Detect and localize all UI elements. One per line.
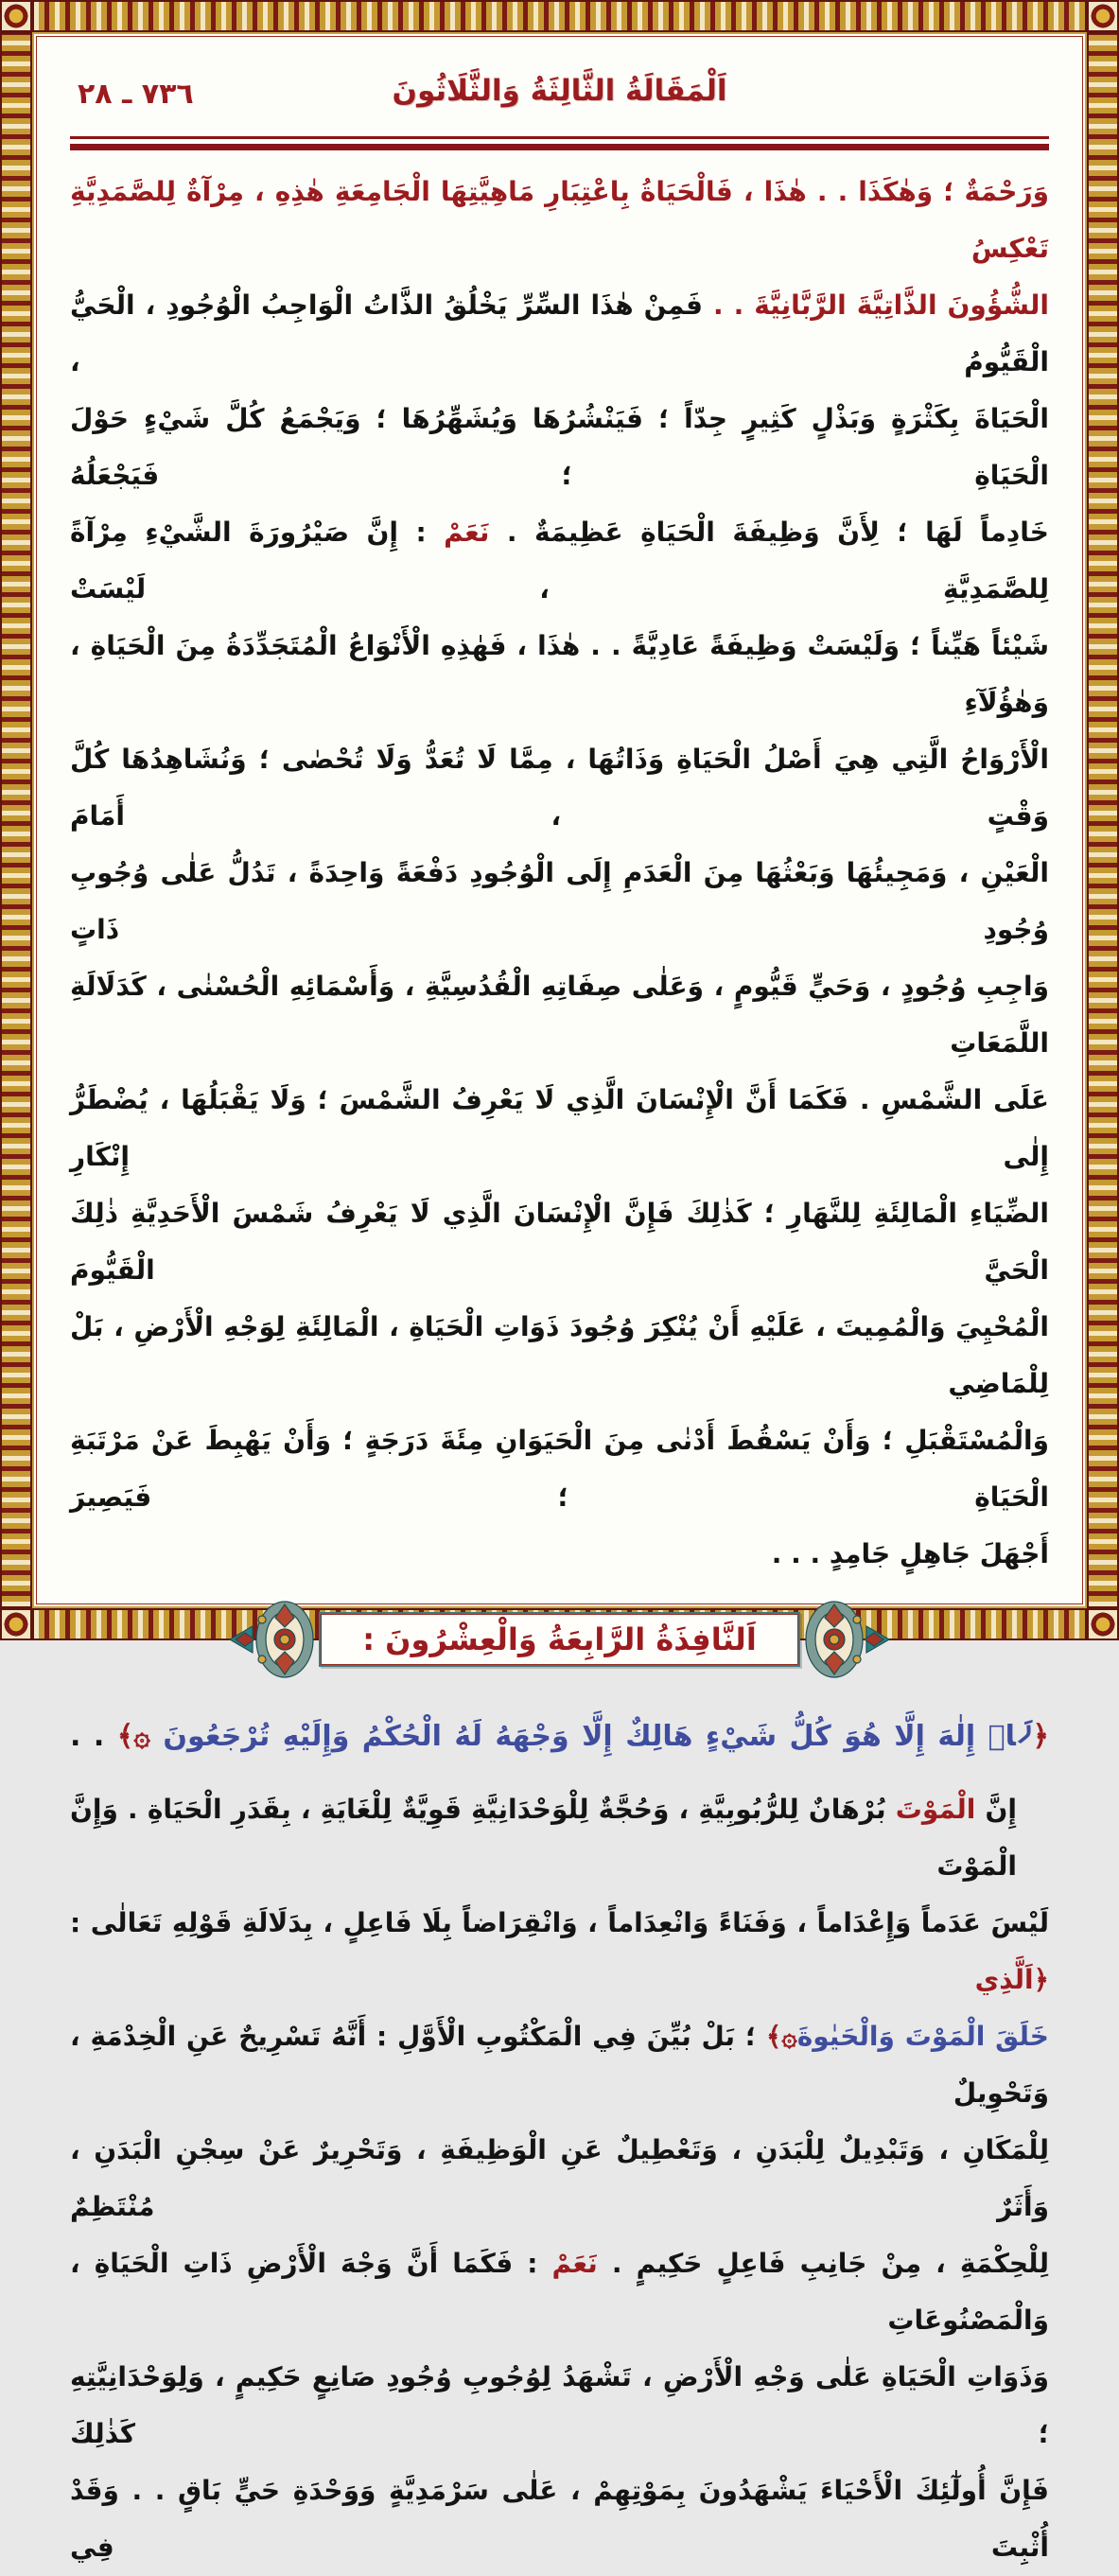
floral-ornament-icon [800, 1599, 891, 1680]
text-segment: فَإِنَّ أُولٰٓئِكَ الْأَحْيَاءَ يَشْهَدُونَ بِمَوْتِهِمْ ، عَلٰى سَرْمَدِيَّةٍ وَوَحْدَةِ حَيٍّ بَاقٍ . . وَقَدْ أُثْبِتَ فِي [70, 2475, 1049, 2563]
text-segment: وَذَوَاتِ الْحَيَاةِ عَلٰى وَجْهِ الْأَرْضِ ، تَشْهَدُ لِوُجُوبِ وُجُودِ صَانِعٍ حَكِيمٍ ، وَلِوَحْدَانِيَّتِهِ ؛ كَذٰلِكَ [70, 2361, 1049, 2449]
text-segment: الْأَرْوَاحُ الَّتِي هِيَ أَصْلُ الْحَيَاةِ وَذَاتُهَا ، مِمَّا لَا تُعَدُّ وَلَا تُحْصٰى ؛ وَنُشَاهِدُهَا كُلَّ وَقْتٍ ، أَمَامَ [70, 744, 1049, 832]
text-segment: خَادِماً لَهَا ؛ لِأَنَّ وَظِيفَةَ الْحَيَاةِ عَظِيمَةٌ . [489, 517, 1049, 548]
text-segment: ﴿اَلَّذِي [974, 1964, 1049, 1995]
text-segment: الشُّؤُونَ الذَّاتِيَّةَ الرَّبَّانِيَّةَ . . [702, 289, 1049, 321]
text-line [70, 1072, 1049, 1185]
text-segment: نَعَمْ [551, 2248, 598, 2279]
text-segment: وَاجِبِ وُجُودٍ ، وَحَيٍّ قَيُّومٍ ، وَعَلٰى صِفَاتِهِ الْقُدُسِيَّةِ ، وَأَسْمَائِهِ الْحُسْنٰى ، كَدَلَالَةِ اللَّمَعَاتِ [70, 971, 1049, 1059]
text-line [70, 391, 1049, 504]
text-segment: خَلَقَ الْمَوْتَ وَالْحَيٰوةَ [796, 2021, 1049, 2052]
page-number: ٧٣٦ ـ ٢٨ [78, 78, 194, 111]
text-line [70, 1299, 1049, 1412]
text-line [70, 958, 1049, 1072]
text-line [70, 2122, 1049, 2235]
section-title: اَلنَّافِذَةُ الرَّابِعَةُ وَالْعِشْرُونَ : [362, 1621, 757, 1657]
verse-text: لَاۤ إِلٰهَ إِلَّا هُوَ كُلُّ شَيْءٍ هَالِكٌ إِلَّا وَجْهَهُ لَهُ الْحُكْمُ وَإِلَيْهِ تُرْجَعُونَ [149, 1720, 1033, 1753]
text-line [70, 1895, 1049, 2008]
text-segment: لَيْسَ عَدَماً وَإِعْدَاماً ، وَفَنَاءً وَانْعِدَاماً ، وَانْقِرَاضاً بِلَا فَاعِلٍ ، بِدَلَالَةِ قَوْلِهِ تَعَالٰى : [70, 1907, 1049, 1938]
text-segment: أَجْهَلَ جَاهِلٍ جَامِدٍ . . . [771, 1538, 1049, 1569]
text-line [70, 2235, 1049, 2349]
text-segment: وَرَحْمَةٌ ؛ وَهٰكَذَا . . هٰذَا ، فَالْحَيَاةُ بِاعْتِبَارِ مَاهِيَّتِهَا الْجَامِعَةِ هٰذِهِ ، مِرْآةٌ لِلصَّمَدِيَّةِ تَعْكِسُ [70, 176, 1049, 264]
text-segment: وَالْمُسْتَقْبَلِ ؛ وَأَنْ يَسْقُطَ أَدْنٰى مِنَ الْحَيَوَانِ مِئَةَ دَرَجَةٍ ؛ وَأَنْ يَهْبِطَ عَنْ مَرْتَبَةِ الْحَيَاةِ ؛ فَيَصِيرَ [70, 1425, 1049, 1513]
text-line [70, 2349, 1049, 2462]
text-line [70, 277, 1049, 391]
verse-ornament: . . [70, 1720, 117, 1753]
page-title: اَلْمَقَالَةُ الثَّالِثَةُ وَالثَّلَاثُونَ [392, 74, 727, 108]
text-segment: نَعَمْ [444, 517, 490, 548]
text-line [70, 731, 1049, 845]
border-corner-icon [1087, 1608, 1119, 1640]
border-corner-icon [0, 0, 32, 32]
text-line [70, 845, 1049, 958]
text-segment: شَيْئاً هَيِّناً ؛ وَلَيْسَتْ وَظِيفَةً عَادِيَّةً . . هٰذَا ، فَهٰذِهِ الْأَنْوَاعُ الْمُتَجَدِّدَةُ مِنَ الْحَيَاةِ ، وَهٰؤُلَآءِ [70, 630, 1049, 718]
text-segment: الْمَوْتَ [895, 1794, 976, 1825]
page-header [70, 68, 1049, 127]
text-segment: ؛ بَلْ بُيِّنَ فِي الْمَكْتُوبِ الْأَوَّلِ : أَنَّهُ تَسْرِيحٌ عَنِ الْخِدْمَةِ ، وَتَحْوِيلٌ [70, 2021, 1049, 2109]
text-segment: لِلْمَكَانِ ، وَتَبْدِيلٌ لِلْبَدَنِ ، وَتَعْطِيلٌ عَنِ الْوَظِيفَةِ ، وَتَحْرِيرٌ عَنْ سِجْنِ الْبَدَنِ ، وَأَثَرٌ مُنْتَظِمٌ [70, 2134, 1049, 2222]
text-line [70, 164, 1049, 277]
floral-ornament-icon [228, 1599, 319, 1680]
body-paragraph-2 [70, 1781, 1049, 2576]
text-segment: : إِنَّ صَيْرُورَةَ الشَّيْءِ مِرْآةً لِلصَّمَدِيَّةِ ، لَيْسَتْ [70, 517, 1049, 605]
text-segment: الْحَيَاةَ بِكَثْرَةٍ وَبَذْلٍ كَثِيرٍ جِدّاً ؛ فَيَنْشُرُهَا وَيُشَهِّرُهَا ؛ وَيَجْمَعُ كُلَّ شَيْءٍ حَوْلَ الْحَيَاةِ ؛ فَيَجْعَلُهُ [70, 403, 1049, 491]
text-line [70, 1781, 1049, 1895]
text-segment: الْعَيْنِ ، وَمَجِيئُهَا وَبَعْثُهَا مِنَ الْعَدَمِ إِلَى الْوُجُودِ دَفْعَةً وَاحِدَةً ، تَدُلُّ عَلٰى وُجُوبِ وُجُودِ ذَاتٍ [70, 857, 1049, 945]
border-corner-icon [0, 1608, 32, 1640]
text-segment: فَمِنْ هٰذَا السِّرِّ يَخْلُقُ الذَّاتُ الْوَاجِبُ الْوُجُودِ ، الْحَيُّ الْقَيُّومُ ، [70, 289, 1049, 377]
page-content [38, 36, 1081, 2563]
text-segment: : فَكَمَا أَنَّ وَجْهَ الْأَرْضِ ذَاتِ الْحَيَاةِ ، وَالْمَصْنُوعَاتِ [70, 2248, 1049, 2336]
text-segment: إِنَّ [975, 1794, 1017, 1825]
border-corner-icon [1087, 0, 1119, 32]
text-segment: لِلْحِكْمَةِ ، مِنْ جَانِبِ فَاعِلٍ حَكِيمٍ . [597, 2248, 1049, 2279]
text-line [70, 1526, 1049, 1583]
verse-ornament: ۞﴾ [116, 1720, 150, 1753]
border-chain-left [0, 32, 32, 1608]
header-rule [70, 136, 1049, 150]
text-segment: ۞﴾ [765, 2021, 797, 2052]
section-title-box [319, 1612, 800, 1667]
text-segment: عَلَى الشَّمْسِ . فَكَمَا أَنَّ الْإِنْسَانَ الَّذِي لَا يَعْرِفُ الشَّمْسَ ؛ وَلَا يَقْبَلُهَا ، يُضْطَرُّ إِلٰى إِنْكَارِ [70, 1084, 1049, 1172]
verse-ornament: ﴿ [1032, 1720, 1050, 1753]
quran-verse [70, 1708, 1049, 1766]
text-segment: الْمُحْيِيَ وَالْمُمِيتَ ، عَلَيْهِ أَنْ يُنْكِرَ وُجُودَ ذَوَاتِ الْحَيَاةِ ، الْمَالِئَةِ لِوَجْهِ الْأَرْضِ ، بَلْ لِلْمَاضِي [70, 1311, 1049, 1399]
border-chain-top [32, 0, 1087, 32]
text-segment: الضِّيَاءِ الْمَالِئَةِ لِلنَّهَارِ ؛ كَذٰلِكَ فَإِنَّ الْإِنْسَانَ الَّذِي لَا يَعْرِفُ شَمْسَ الْأَحَدِيَّةِ ذٰلِكَ الْحَيَّ الْقَيُّومَ [70, 1198, 1049, 1286]
section-heading-row [70, 1594, 1049, 1685]
text-line [70, 2008, 1049, 2122]
text-line [70, 2462, 1049, 2576]
text-line [70, 1412, 1049, 1526]
text-segment: بُرْهَانٌ لِلرُّبُوبِيَّةِ ، وَحُجَّةٌ لِلْوَحْدَانِيَّةِ قَوِيَّةٌ لِلْغَايَةِ ، بِقَدَرِ الْحَيَاةِ . وَإِنَّ الْمَوْتَ [70, 1794, 1017, 1882]
text-line [70, 504, 1049, 618]
text-line [70, 618, 1049, 731]
border-chain-right [1087, 32, 1119, 1608]
body-paragraph-1 [70, 164, 1049, 1583]
text-line [70, 1185, 1049, 1299]
